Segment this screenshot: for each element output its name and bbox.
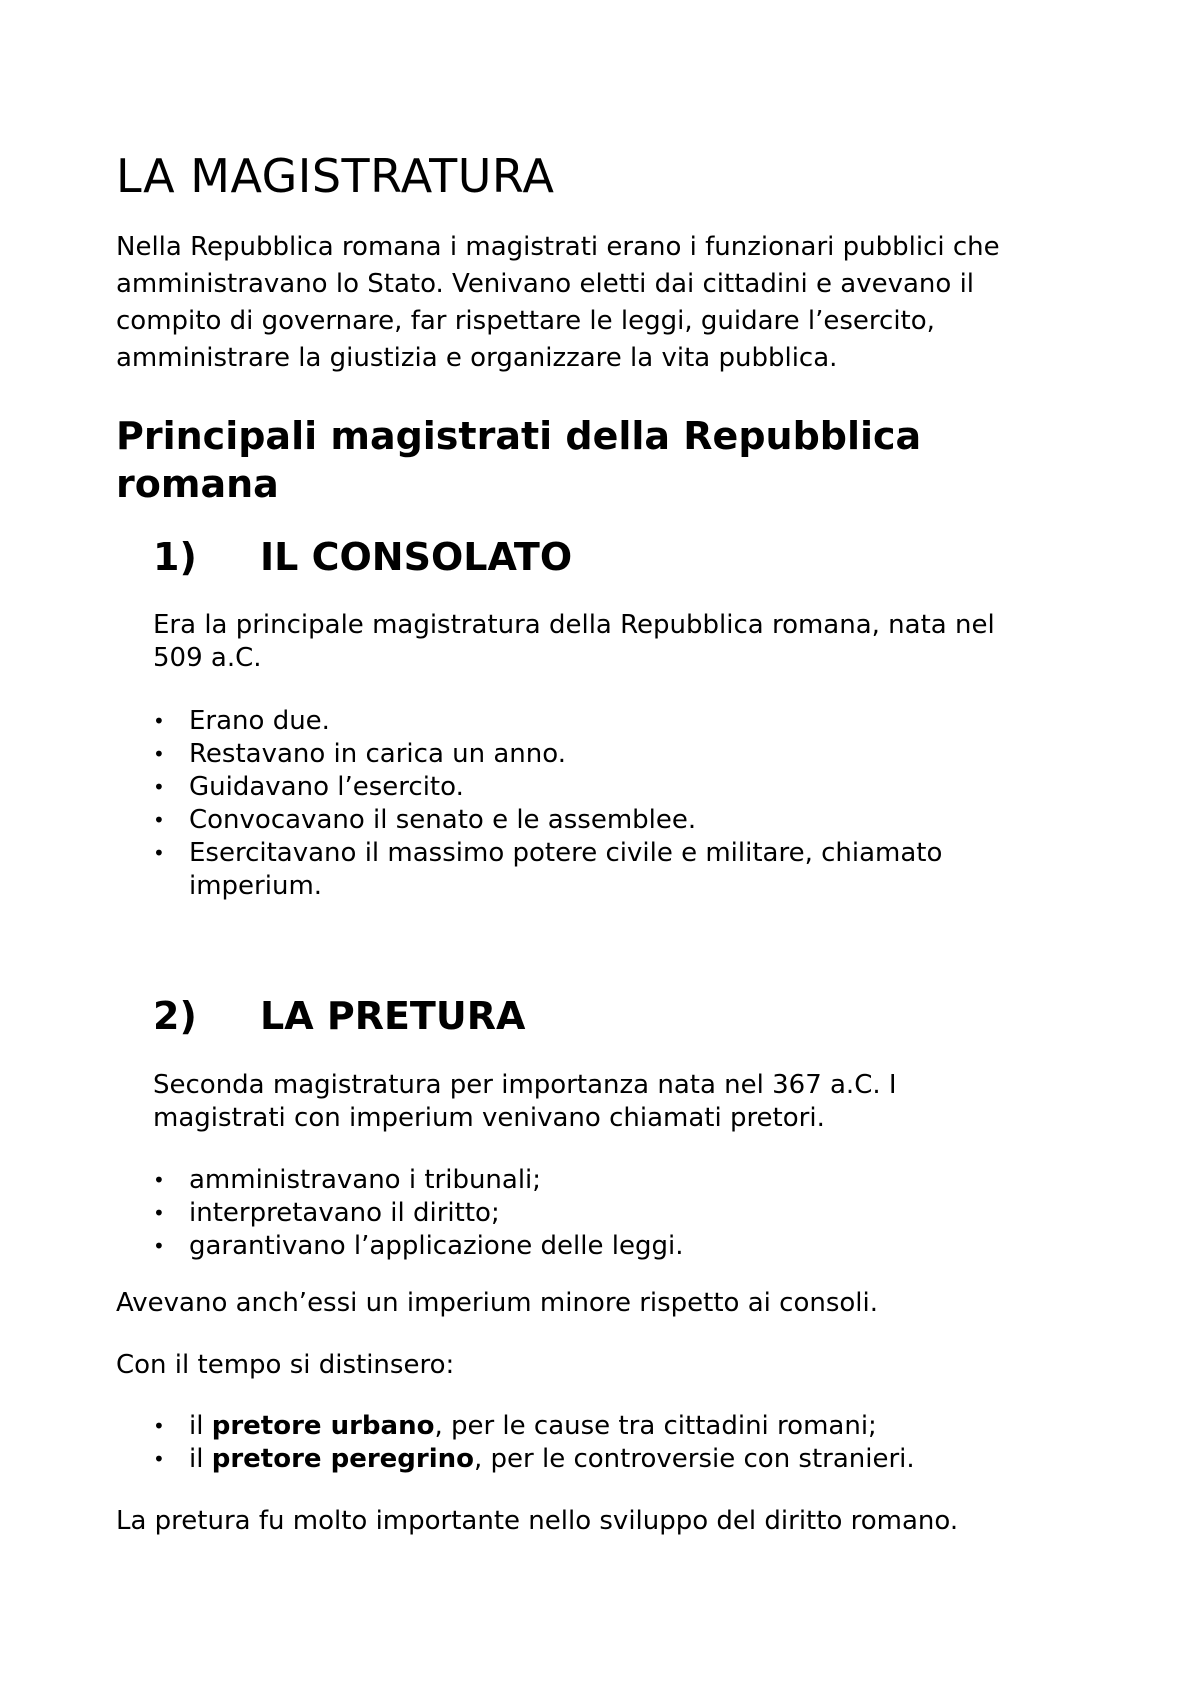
list-item: • Restavano in carica un anno. (153, 738, 942, 771)
section-heading-line: Principali magistrati della Repubblica (116, 414, 922, 458)
list-item: • garantivano l’applicazione delle leggi. (153, 1230, 683, 1263)
pretura-bullet-list (153, 1164, 683, 1263)
consolato-paragraph (153, 609, 995, 675)
pretura-number: 2) (153, 994, 197, 1038)
pretore-urbano-term: pretore urbano (211, 1411, 435, 1441)
imperium-note: Avevano anch’essi un imperium minore rispetto ai consoli. (116, 1288, 878, 1318)
item-rest: , per le controversie con stranieri. (474, 1444, 915, 1474)
pretura-heading (153, 992, 525, 1040)
section-heading-line: romana (116, 462, 279, 506)
paragraph-line: magistrati con imperium venivano chiamati pretori. (153, 1103, 825, 1133)
section-heading (116, 412, 921, 508)
list-item: • interpretavano il diritto; (153, 1197, 683, 1230)
paragraph-line: Seconda magistratura per importanza nata nel 367 a.C. I (153, 1070, 897, 1100)
pretura-title: LA PRETURA (260, 994, 526, 1038)
list-item (153, 1443, 915, 1476)
consolato-title: IL CONSOLATO (260, 535, 573, 579)
intro-line: Nella Repubblica romana i magistrati erano i funzionari pubblici che (116, 232, 1000, 262)
pretori-list (153, 1410, 915, 1476)
pretura-paragraph (153, 1069, 897, 1135)
list-item: • Convocavano il senato e le assemblee. (153, 804, 942, 837)
consolato-bullet-list (153, 705, 942, 903)
consolato-heading (153, 533, 572, 581)
intro-line: amministravano lo Stato. Venivano eletti dai cittadini e avevano il (116, 269, 975, 299)
list-item-line: imperium. (189, 871, 323, 901)
list-item-line: • Esercitavano il massimo potere civile e militare, chiamato (189, 838, 943, 868)
intro-line: compito di governare, far rispettare le leggi, guidare l’esercito, (116, 306, 935, 336)
intro-paragraph (116, 229, 1000, 377)
list-item: • amministravano i tribunali; (153, 1164, 683, 1197)
item-prefix: il (189, 1411, 212, 1441)
item-prefix: il (189, 1444, 212, 1474)
paragraph-line: Era la principale magistratura della Repubblica romana, nata nel (153, 610, 995, 640)
consolato-number: 1) (153, 535, 197, 579)
intro-line: amministrare la giustizia e organizzare la vita pubblica. (116, 343, 838, 373)
pretore-peregrino-term: pretore peregrino (211, 1444, 475, 1474)
item-rest: , per le cause tra cittadini romani; (434, 1411, 877, 1441)
distinction-intro: Con il tempo si distinsero: (116, 1350, 455, 1380)
paragraph-line: 509 a.C. (153, 643, 262, 673)
document-title: LA MAGISTRATURA (116, 149, 555, 203)
conclusion: La pretura fu molto importante nello sviluppo del diritto romano. (116, 1506, 959, 1536)
list-item: • Erano due. (153, 705, 942, 738)
list-item (153, 837, 942, 903)
list-item: • Guidavano l’esercito. (153, 771, 942, 804)
list-item (153, 1410, 915, 1443)
